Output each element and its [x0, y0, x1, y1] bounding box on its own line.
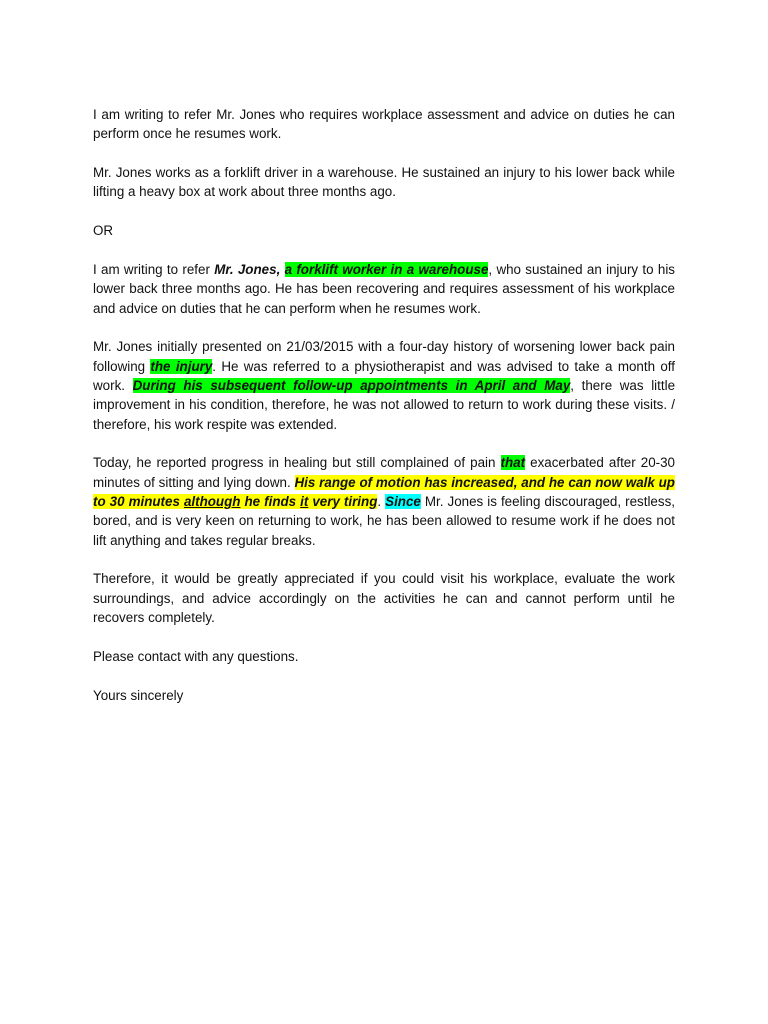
underlined-it: it — [300, 493, 309, 509]
text-run: exacerbated after 20-30 minutes of sitting and lying down. — [93, 455, 676, 490]
text-run: Mr. Jones is feeling discouraged, restless, bored, and is very keen on returning to work, he has been allowed to resume work if he does not lift anything and takes regular breaks. — [93, 493, 675, 548]
paragraph-today — [93, 453, 675, 549]
text-run: , there was little improvement in his condition, therefore, he was not allowed to return to work during these visits. / therefore, his work respite was extended. — [93, 377, 676, 432]
highlight-green-occupation: a forklift worker in a warehouse — [284, 261, 489, 277]
patient-name-bold: Mr. Jones, — [214, 261, 285, 277]
text-run: he finds — [240, 493, 301, 509]
paragraph-referral-alternative — [93, 260, 675, 318]
highlight-cyan-since: Since — [385, 493, 421, 509]
paragraph-occupation: Mr. Jones works as a forklift driver in a warehouse. He sustained an injury to his lower back while lifting a heavy box at work about three months ago. — [93, 165, 675, 200]
text-run: Today, he reported progress in healing but still complained of pain — [93, 455, 501, 471]
paragraph-history — [93, 337, 675, 433]
text-run: . He was referred to a physiotherapist and was advised to take a month off work. — [93, 358, 675, 393]
text-run: I am writing to refer — [93, 261, 215, 277]
highlight-green-that: that — [500, 455, 526, 471]
closing-signoff: Yours sincerely — [93, 687, 184, 703]
letter-body — [93, 105, 675, 724]
text-run: Mr. Jones initially presented on 21/03/2015 with a four-day history of worsening lower back pain following — [93, 339, 675, 374]
paragraph-request: Therefore, it would be greatly appreciated if you could visit his workplace, evaluate the work surroundings, and advice accordingly on the activities he can and cannot perform until he recovers completely. — [93, 571, 675, 625]
text-run: very tiring — [308, 493, 378, 509]
text-run: , who sustained an injury to his lower back three months ago. He has been recovering and requires assessment of his workplace and advice on duties that he can perform when he resumes work. — [93, 261, 676, 316]
paragraph-referral-intro: I am writing to refer Mr. Jones who requires workplace assessment and advice on duties he can perform once he resumes work. — [93, 107, 675, 142]
underlined-although: although — [183, 493, 241, 509]
highlight-green-the-injury: the injury — [150, 358, 213, 374]
text-run: His range of motion has increased, and he can now walk up to 30 minutes — [93, 474, 675, 509]
paragraph-or: OR — [93, 223, 114, 239]
highlight-green-follow-up: During his subsequent follow-up appointments in April and May — [132, 377, 571, 393]
paragraph-contact: Please contact with any questions. — [93, 648, 299, 664]
text-run: . — [377, 493, 386, 509]
